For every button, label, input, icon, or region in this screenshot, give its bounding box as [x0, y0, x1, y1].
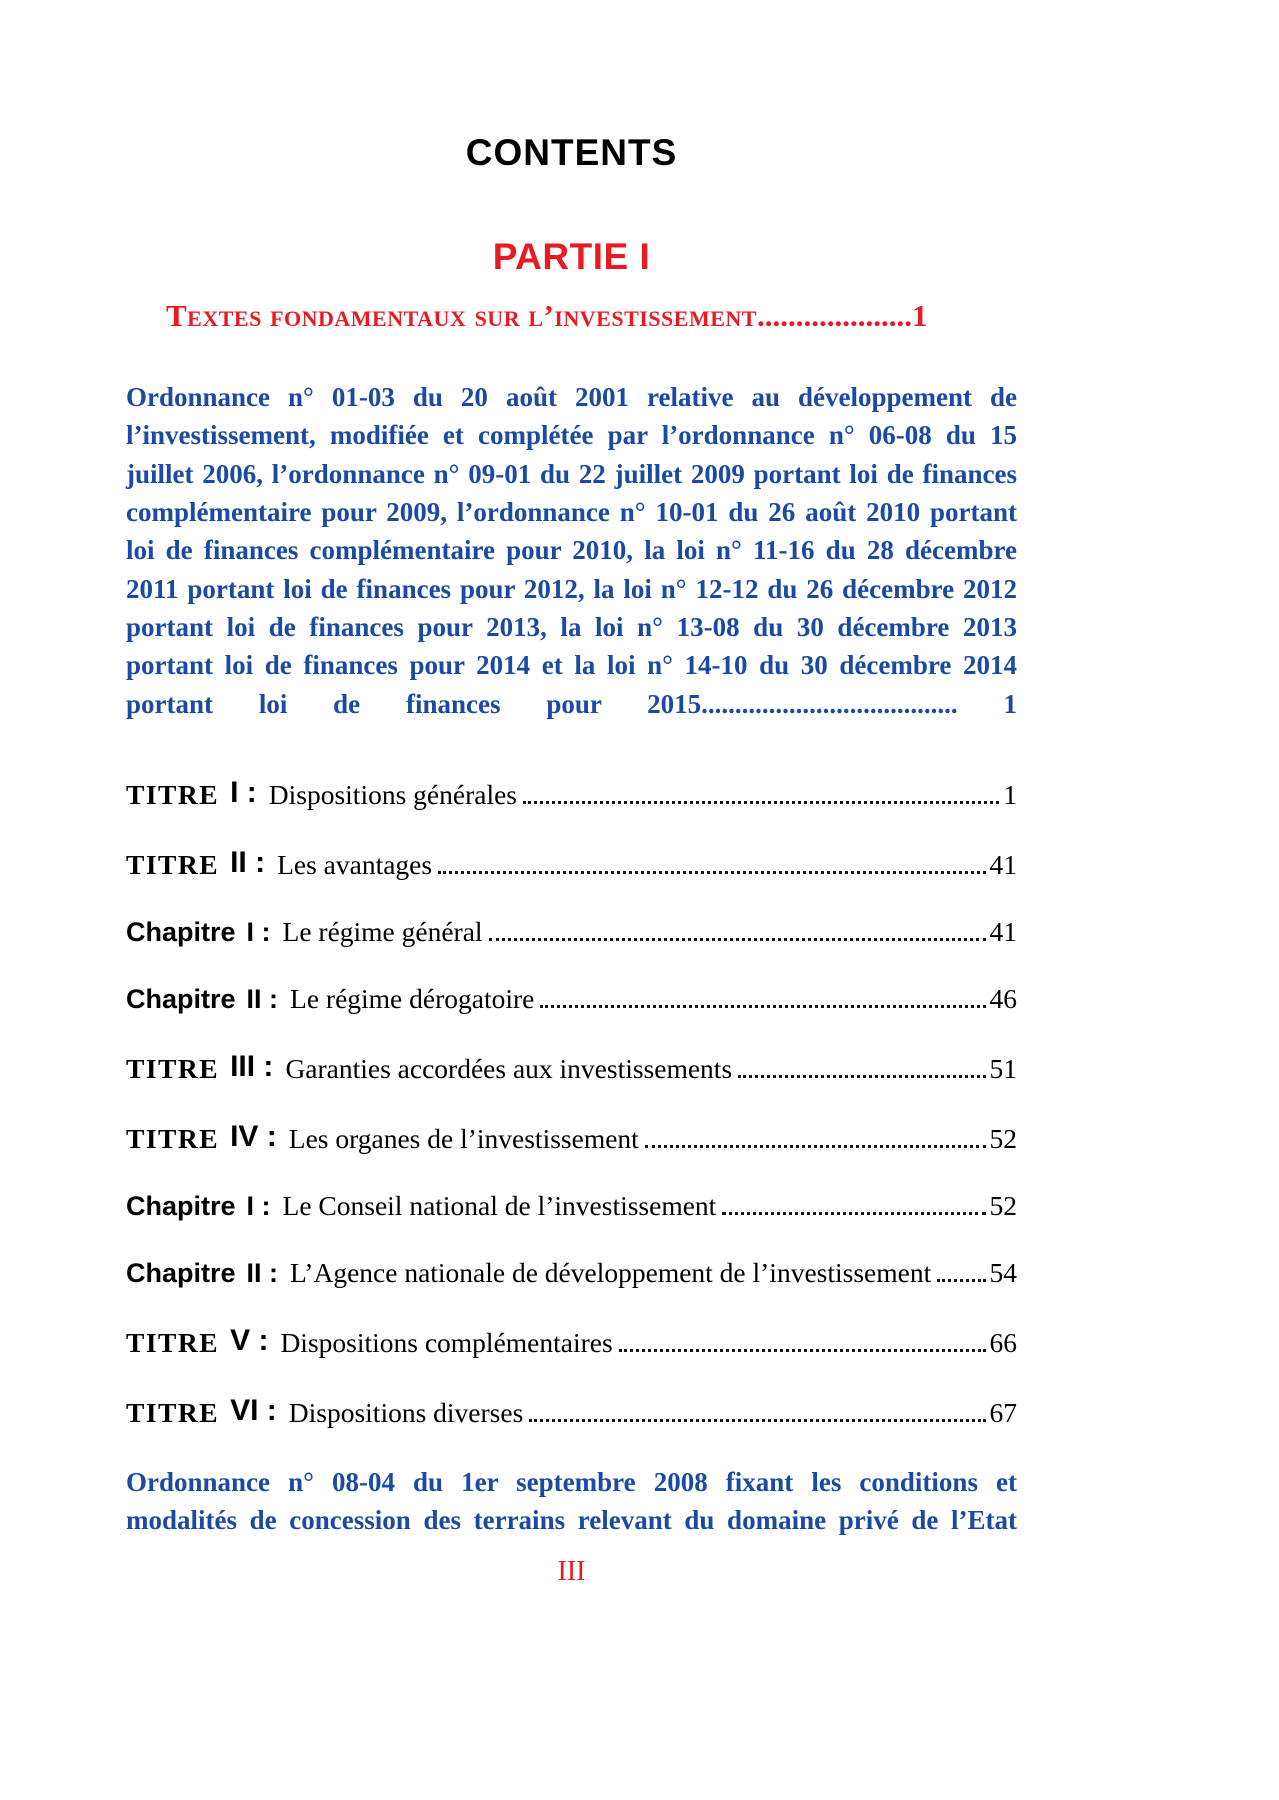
toc-entry-label: TITRE: [126, 1326, 220, 1358]
toc-entry-title: Les avantages: [277, 848, 433, 880]
ordonnance-text: Ordonnance n° 08-04 du 1er septembre 2008 fixant les conditions et modalités de concession des terrains relevant du domaine privé de l’Etat: [126, 1466, 1017, 1536]
page-number: 1: [1003, 688, 1017, 719]
toc-entry-number: I :: [246, 1190, 271, 1221]
toc-entry-label: TITRE: [126, 1052, 220, 1084]
toc-entry-number: III :: [230, 1049, 274, 1083]
toc-entry-title: Les organes de l’investissement: [288, 1122, 639, 1154]
dot-leader: [738, 1075, 985, 1078]
toc-entry-number: I :: [230, 775, 257, 809]
ordonnance-entry-2[interactable]: [126, 1463, 1017, 1540]
dot-leader: [523, 801, 999, 804]
ordonnance-entry-1[interactable]: [126, 378, 1017, 723]
toc-entry[interactable]: [126, 1256, 1017, 1289]
dot-leader: [619, 1349, 986, 1352]
toc-entry[interactable]: [126, 915, 1017, 948]
dot-leader: [438, 871, 985, 874]
toc-entry-number: VI :: [230, 1393, 277, 1427]
page-footer: III: [557, 1555, 586, 1587]
toc-entry[interactable]: [126, 775, 1017, 811]
dot-leader: [540, 1005, 985, 1008]
toc-entry-label: TITRE: [126, 778, 220, 810]
toc-entry-page: 41: [989, 915, 1017, 947]
toc-entry-number: II :: [246, 983, 279, 1014]
toc-entry-label: TITRE: [126, 1396, 220, 1428]
toc-entry-page: 66: [989, 1326, 1017, 1358]
toc-entry-number: V :: [230, 1323, 269, 1357]
toc-entry-title: Le régime dérogatoire: [290, 982, 535, 1014]
toc-entry-page: 52: [989, 1122, 1017, 1154]
ordonnance-text: Ordonnance n° 01-03 du 20 août 2001 relative au développement de l’investissement, modifiée et complétée par l’ordonnance n° 06-08 du 15 juillet 2006, l’ordonnance n° 09-01 du 22 juillet 2009 portant loi de finances complémentaire pour 2009, l’ordonnance n° 10-01 du 26 août 2010 portant loi de finances complémentaire pour 2010, la loi n° 11-16 du 28 décembre 2011 portant loi de finances pour 2012, la loi n° 12-12 du 26 décembre 2012 portant loi de finances pour 2013, la loi n° 13-08 du 30 décembre 2013 portant loi de finances pour 2014 et la loi n° 14-10 du 30 décembre 2014 portant loi de finances pour 2015.: [126, 382, 1017, 719]
partie-subheading-row[interactable]: [126, 298, 1017, 334]
toc-entry-page: 51: [989, 1052, 1017, 1084]
toc-entry-title: Garanties accordées aux investissements: [285, 1052, 733, 1084]
toc-entry-page: 54: [989, 1256, 1017, 1288]
toc-list: [126, 775, 1017, 1429]
toc-entry-label: TITRE: [126, 1122, 220, 1154]
toc-entry-page: 1: [1003, 778, 1017, 810]
toc-entry-page: 41: [989, 848, 1017, 880]
toc-entry-page: 46: [989, 982, 1017, 1014]
toc-entry-title: Dispositions diverses: [288, 1396, 524, 1428]
toc-entry-title: Dispositions complémentaires: [280, 1326, 613, 1358]
toc-entry-title: Dispositions générales: [268, 778, 517, 810]
toc-entry-label: Chapitre: [126, 1190, 236, 1221]
toc-entry-label: Chapitre: [126, 983, 236, 1014]
partie-heading: PARTIE I: [492, 236, 651, 277]
dot-leader: [937, 1279, 985, 1282]
dot-leader: [722, 1212, 985, 1215]
dot-leader: .....................................: [707, 688, 958, 719]
toc-entry[interactable]: [126, 1323, 1017, 1359]
toc-entry-number: IV :: [230, 1119, 277, 1153]
toc-entry-label: Chapitre: [126, 916, 236, 947]
dot-leader: ....................: [756, 298, 912, 333]
dot-leader: [489, 938, 986, 941]
toc-entry-title: L’Agence nationale de développement de l’investissement: [290, 1256, 932, 1288]
toc-entry[interactable]: [126, 1049, 1017, 1085]
toc-entry[interactable]: [126, 1189, 1017, 1222]
toc-entry-label: Chapitre: [126, 1257, 236, 1288]
toc-entry-number: I :: [246, 916, 271, 947]
toc-entry[interactable]: [126, 982, 1017, 1015]
toc-entry-title: Le régime général: [282, 915, 483, 947]
dot-leader: [645, 1145, 986, 1148]
toc-entry[interactable]: [126, 1119, 1017, 1155]
dot-leader: [529, 1419, 985, 1422]
toc-entry-number: II :: [246, 1257, 279, 1288]
toc-entry-page: 52: [989, 1189, 1017, 1221]
toc-entry[interactable]: [126, 1393, 1017, 1429]
toc-entry-page: 67: [989, 1396, 1017, 1428]
partie-subheading: Textes fondamentaux sur l’investissement: [166, 298, 757, 333]
toc-entry-label: TITRE: [126, 848, 220, 880]
page-title: CONTENTS: [465, 132, 678, 173]
toc-entry-number: II :: [230, 845, 266, 879]
toc-entry[interactable]: [126, 845, 1017, 881]
toc-entry-title: Le Conseil national de l’investissement: [282, 1189, 717, 1221]
page-number: 1: [911, 298, 928, 333]
